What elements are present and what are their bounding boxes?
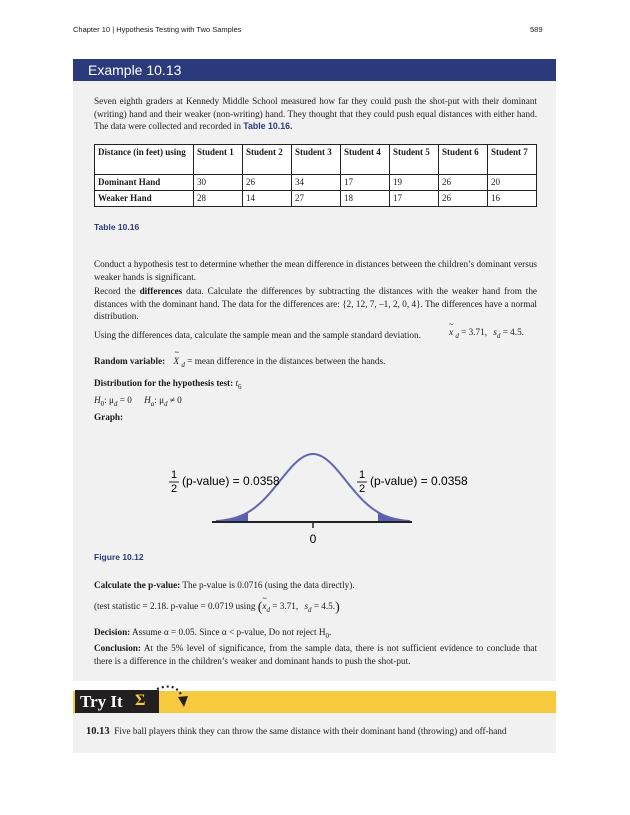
row-label: Weaker Hand	[95, 191, 194, 207]
conclusion-paragraph: Conclusion: At the 5% level of significance, from the sample data, there is not sufficient evidence to conclude that there is a difference in the children’s weaker and dominant hands to push the shot-put.	[94, 643, 538, 666]
intro-paragraph: Seven eighth graders at Kennedy Middle School measured how far they could push the shot-put with their dominant (writing) hand and their weaker (non-writing) hand. They thought that they could push equal distances with either hand. The data were collected and recorded in Table 10.16.	[94, 96, 537, 131]
example-banner	[73, 59, 556, 81]
header-cell: Distance (in feet) using	[95, 145, 194, 175]
page-number: 589	[530, 25, 543, 34]
example-title: Example 10.13	[88, 62, 182, 78]
table-cell: 17	[390, 191, 439, 207]
right-pvalue-label: (p-value) = 0.0358	[370, 474, 468, 488]
record-paragraph: Record the differences data. Calculate the differences by subtracting the distances with the weaker hand from the distances with the dominant hand. The data for the differences are: {2, 12, 7, –1, 2, 0, 4}. The differences have a normal distribution.	[94, 286, 537, 321]
table-cell: 14	[243, 191, 292, 207]
header-cell: Student 5	[390, 145, 439, 175]
table-row	[95, 175, 537, 191]
table-header-row	[95, 145, 537, 175]
row-label: Dominant Hand	[95, 175, 194, 191]
table-cell: 28	[194, 191, 243, 207]
sigma-icon: Σ	[135, 692, 146, 709]
header-cell: Student 4	[341, 145, 390, 175]
header-cell: Student 6	[439, 145, 488, 175]
table-cell: 19	[390, 175, 439, 191]
graph-label: Graph:	[94, 412, 124, 422]
table-cell: 30	[194, 175, 243, 191]
table-cell: 34	[292, 175, 341, 191]
left-fraction-numerator: 1	[170, 469, 178, 481]
random-variable-line: Random variable: ~ X $_d$ = mean difference in the distances between the hands.	[94, 348, 386, 369]
t-distribution-graph	[150, 440, 490, 550]
table-link[interactable]: Table 10.16.	[243, 121, 293, 131]
hypotheses-line: $H_0$: $\mu_d = 0$ $H_a$: $\mu_d \ne 0$	[94, 395, 182, 408]
table-cell: 27	[292, 191, 341, 207]
table-caption: Table 10.16	[94, 222, 140, 232]
table-cell: 17	[341, 175, 390, 191]
pvalue-line: Calculate the p-value: The p-value is 0.0716 (using the data directly).	[94, 580, 355, 590]
try-it-label: Try It Σ	[75, 690, 159, 715]
left-fraction-denominator: 2	[170, 483, 178, 495]
table-cell: 26	[439, 175, 488, 191]
distance-table	[94, 144, 537, 207]
distribution-line: Distribution for the hypothesis test: $t_6$	[94, 378, 242, 391]
right-fraction-numerator: 1	[358, 469, 366, 481]
table-row	[95, 191, 537, 207]
chapter-header: Chapter 10 | Hypothesis Testing with Two Samples	[73, 25, 242, 34]
header-cell: Student 3	[292, 145, 341, 175]
header-cell: Student 7	[488, 145, 537, 175]
table-cell: 26	[439, 191, 488, 207]
table-cell: 18	[341, 191, 390, 207]
using-differences-text: Using the differences data, calculate the sample mean and the sample standard deviation.	[94, 330, 421, 340]
right-fraction-denominator: 2	[358, 483, 366, 495]
figure-caption: Figure 10.12	[94, 552, 144, 562]
header-cell: Student 2	[243, 145, 292, 175]
axis-zero-label: 0	[309, 532, 317, 546]
decision-line: Decision: Assume α = 0.05. Since α < p-value, Do not reject $H_0$.	[94, 627, 332, 640]
left-pvalue-label: (p-value) = 0.0358	[182, 474, 280, 488]
table-cell: 20	[488, 175, 537, 191]
table-cell: 16	[488, 191, 537, 207]
dotted-arrow-icon	[155, 683, 195, 713]
table-cell: 26	[243, 175, 292, 191]
try-it-problem: 10.13 Five ball players think they can throw the same distance with their dominant hand (throwing) and off-hand	[86, 726, 507, 737]
header-cell: Student 1	[194, 145, 243, 175]
conduct-paragraph: Conduct a hypothesis test to determine whether the mean difference in distances between the children’s dominant versus weaker hands is significant.	[94, 259, 537, 282]
test-statistic-line: (test statistic = 2.18. p-value = 0.0719 using ( ~ $x_d = 3.71$, $s_d = 4.5$.)	[94, 594, 340, 615]
sample-stats: ~ x $_d$ = 3.71, $s_d = 4.5$.	[449, 320, 524, 340]
